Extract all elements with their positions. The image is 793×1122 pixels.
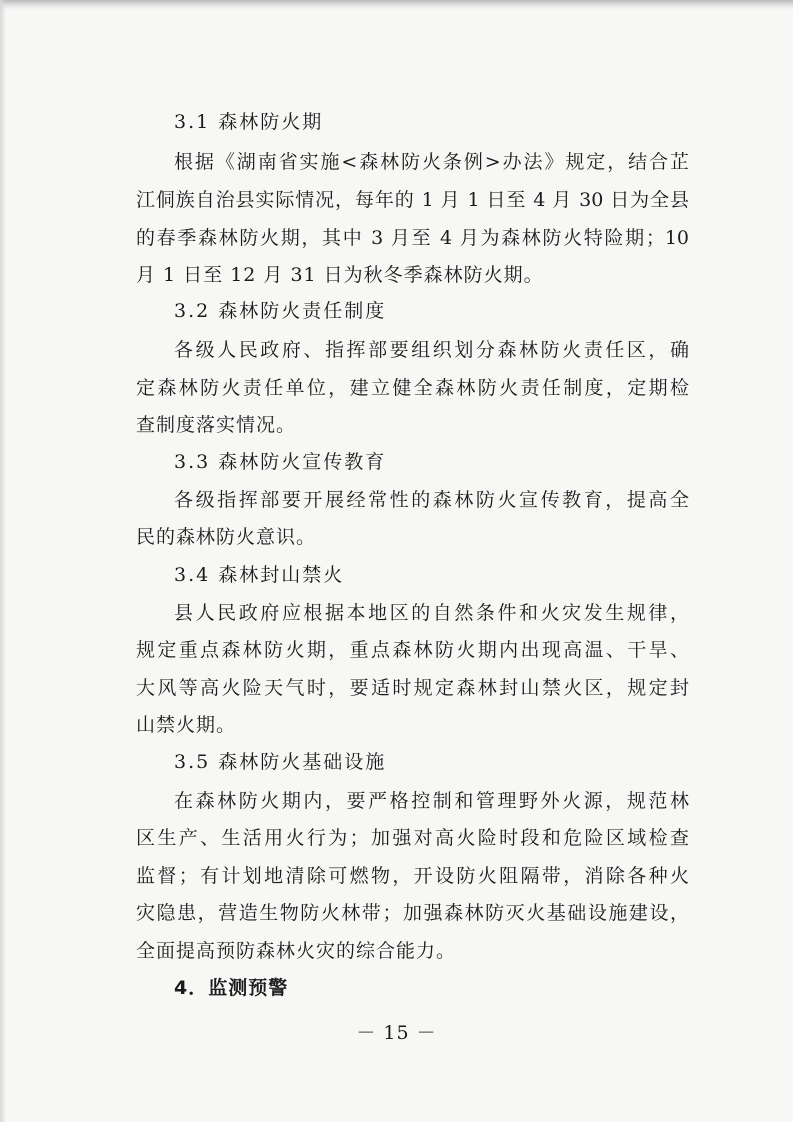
paragraph-3-5-line-1: 在森林防火期内，要严格控制和管理野外火源，规范林: [174, 790, 689, 812]
paragraph-3-2-line-3: 查制度落实情况。: [136, 414, 297, 436]
paragraph-3-5-line-4: 灾隐患，营造生物防火林带；加强森林防灭火基础设施建设，: [136, 902, 689, 924]
heading-3-4: 3.4 森林封山禁火: [174, 564, 345, 586]
heading-3-1: 3.1 森林防火期: [174, 111, 324, 133]
paragraph-3-2-line-1: 各级人民政府、指挥部要组织划分森林防火责任区，确: [174, 339, 689, 361]
paragraph-3-5-line-3: 监督；有计划地清除可燃物，开设防火阻隔带，消除各种火: [136, 865, 689, 887]
paragraph-3-4-line-4: 山禁火期。: [136, 714, 237, 736]
paragraph-3-4-line-2: 规定重点森林防火期，重点森林防火期内出现高温、干旱、: [136, 639, 689, 661]
paragraph-3-1-line-3: 的春季森林防火期，其中 3 月至 4 月为森林防火特险期；10: [136, 227, 689, 249]
paragraph-3-5-line-5: 全面提高预防森林火灾的综合能力。: [136, 940, 457, 962]
paragraph-3-1-line-2: 江侗族自治县实际情况，每年的 1 月 1 日至 4 月 30 日为全县: [136, 189, 689, 211]
page-number: － 15 －: [356, 1022, 437, 1044]
paragraph-3-3-line-1: 各级指挥部要开展经常性的森林防火宣传教育，提高全: [174, 489, 689, 511]
paragraph-3-4-line-3: 大风等高火险天气时，要适时规定森林封山禁火区，规定封: [136, 677, 689, 699]
paragraph-3-3-line-2: 民的森林防火意识。: [136, 526, 317, 548]
paragraph-3-1-line-4: 月 1 日至 12 月 31 日为秋冬季森林防火期。: [136, 264, 544, 286]
heading-4: 4．监测预警: [174, 977, 289, 999]
paragraph-3-2-line-2: 定森林防火责任单位，建立健全森林防火责任制度，定期检: [136, 377, 689, 399]
paragraph-3-5-line-2: 区生产、生活用火行为；加强对高火险时段和危险区域检查: [136, 827, 689, 849]
heading-3-5: 3.5 森林防火基础设施: [174, 751, 387, 773]
heading-3-3: 3.3 森林防火宣传教育: [174, 451, 387, 473]
paragraph-3-1-line-1: 根据《湖南省实施<森林防火条例>办法》规定，结合芷: [174, 151, 689, 173]
heading-3-2: 3.2 森林防火责任制度: [174, 300, 387, 322]
paragraph-3-4-line-1: 县人民政府应根据本地区的自然条件和火灾发生规律，: [174, 602, 689, 624]
